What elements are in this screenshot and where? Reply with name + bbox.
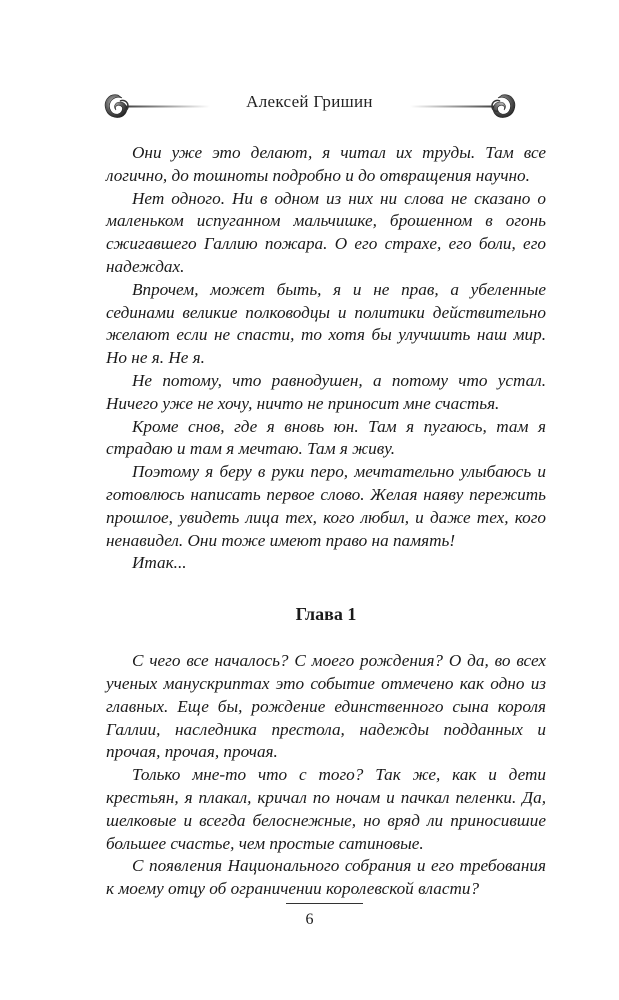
paragraph: Впрочем, может быть, я и не прав, а убеленные сединами великие полководцы и политики действительно желают если не спасти, то хотя бы улучшить наш мир. Но не я. Не я. — [106, 279, 546, 368]
paragraph: С чего все началось? С моего рождения? О да, во всех ученых манускриптах это событие отмечено как одно из главных. Еще бы, рождение единственного сына короля Галлии, наследника престола, надежды подданных и прочая, прочая, прочая. — [106, 651, 546, 762]
paragraph: Кроме снов, где я вновь юн. Там я пугаюсь, там я страдаю и там я мечтаю. Там я живу. — [106, 416, 546, 459]
running-header-author: Алексей Гришин — [246, 92, 373, 111]
footer-divider — [286, 903, 363, 904]
running-header — [0, 82, 619, 132]
paragraph: Не потому, что равнодушен, а потому что устал. Ничего уже не хочу, ничто не приносит мне счастья. — [106, 370, 546, 413]
page-number: 6 — [305, 911, 314, 928]
paragraph: Поэтому я беру в руки перо, мечтательно улыбаюсь и готовлюсь написать первое слово. Желая наяву пережить прошлое, увидеть лица тех, кого любил, и даже тех, кого ненавидел. Они тоже имеют право на память! — [106, 462, 546, 550]
paragraph: Итак... — [132, 553, 187, 573]
paragraph: Нет одного. Ни в одном из них ни слова не сказано о маленьком испуганном мальчишке, брошенном в огонь сжигавшего Галлию пожара. О его страхе, его боли, его надеждах. — [106, 188, 546, 276]
chapter-title: Глава 1 — [295, 604, 357, 625]
page-body — [106, 142, 546, 901]
scroll-ornament-icon — [410, 90, 520, 124]
paragraph: Они уже это делают, я читал их труды. Там все логично, до тошноты подробно и до отвращения научно. — [106, 143, 546, 185]
paragraph: Только мне-то что с того? Так же, как и дети крестьян, я плакал, кричал по ночам и пачкал пеленки. Да, шелковые и всегда белоснежные, но вряд ли приносившие большее счастье, чем простые сатиновые. — [106, 765, 546, 853]
paragraph: С появления Национального собрания и его требования к моему отцу об ограничении королевской власти? — [106, 856, 546, 899]
